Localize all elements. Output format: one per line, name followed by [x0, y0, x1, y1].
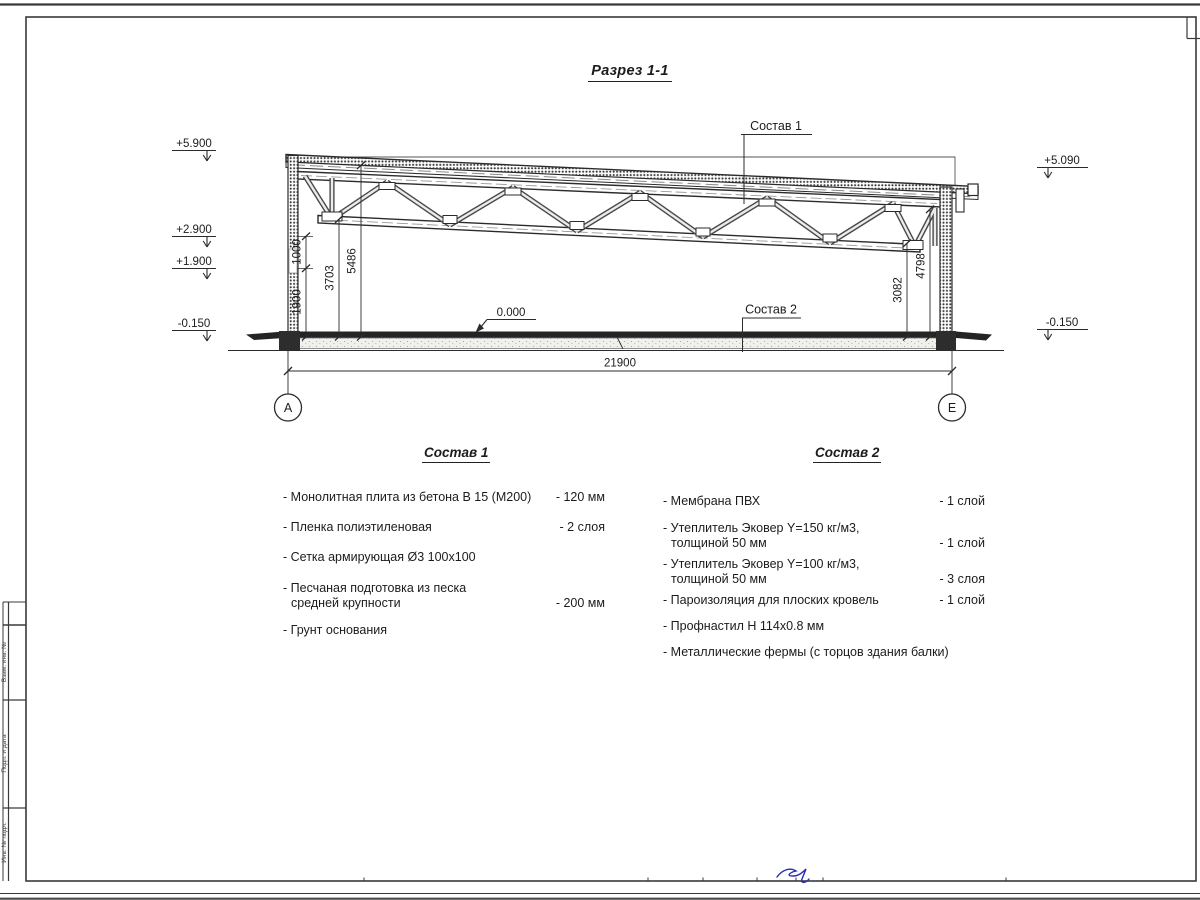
composition-2-list	[663, 437, 985, 677]
composition-2-title: Состав 2	[813, 445, 881, 463]
material-item: - Утеплитель Эковер Y=100 кг/м3, толщиной 50 мм - 3 слоя	[663, 557, 985, 586]
dim-3703	[325, 216, 344, 341]
svg-text:4798: 4798	[915, 253, 928, 279]
svg-text:3082: 3082	[892, 277, 905, 303]
svg-text:Е: Е	[947, 401, 957, 415]
svg-text:А: А	[283, 401, 293, 415]
dim-5486	[347, 162, 366, 341]
elevation-mark	[172, 224, 216, 247]
stamp-label-podp-data: Подп. и дата	[0, 734, 8, 773]
svg-text:-0.150: -0.150	[1045, 317, 1079, 329]
svg-text:1000: 1000	[291, 239, 304, 265]
composition-1-list	[283, 437, 605, 677]
roof-edge-cap	[968, 184, 978, 196]
material-item: - Металлические фермы (с торцов здания балки)	[663, 645, 949, 659]
elevation-mark	[1037, 155, 1088, 178]
svg-text:-0.150: -0.150	[177, 318, 211, 330]
svg-text:+5.090: +5.090	[1044, 155, 1080, 167]
composition-1-title: Состав 1	[422, 445, 490, 463]
svg-text:21900: 21900	[604, 357, 636, 370]
svg-text:Состав 1: Состав 1	[750, 119, 802, 133]
sheet-title: Разрез 1-1	[588, 63, 671, 82]
elevation-mark	[172, 318, 216, 341]
stamp-label-vzam-inv: Взам. инв. №	[0, 641, 8, 683]
svg-text:0.000: 0.000	[496, 307, 526, 319]
svg-text:+2.900: +2.900	[176, 224, 212, 236]
elevation-mark	[1037, 317, 1088, 340]
axis-bubble-a	[275, 394, 302, 421]
right-wall	[940, 187, 952, 337]
zero-level-mark	[476, 307, 537, 333]
elevation-mark	[172, 256, 216, 279]
material-item: - Песчаная подготовка из песка средней крупности - 200 мм	[283, 581, 605, 610]
sheet-title-wrap	[555, 62, 705, 82]
material-item: - Сетка армирующая Ø3 100х100	[283, 550, 476, 564]
svg-text:+1.900: +1.900	[176, 256, 212, 268]
axis-bubble-e	[939, 394, 966, 421]
material-item: - Утеплитель Эковер Y=150 кг/м3, толщиной 50 мм - 1 слой	[663, 521, 985, 550]
material-item: - Грунт основания	[283, 623, 388, 637]
svg-text:Состав 2: Состав 2	[745, 302, 797, 317]
svg-text:3703: 3703	[324, 265, 337, 291]
floor-slab	[228, 331, 1004, 351]
sand-bedding-layer	[298, 338, 940, 349]
foundation-left	[279, 331, 300, 350]
stamp-label-inv-podl: Инв. № подл.	[0, 822, 8, 863]
material-item: - Пароизоляция для плоских кровель - 1 слой	[663, 593, 985, 607]
roof-fascia	[956, 189, 964, 212]
svg-text:+5.900: +5.900	[176, 138, 212, 150]
foundation-right	[936, 331, 956, 350]
dim-3082	[893, 240, 912, 341]
svg-text:1900: 1900	[291, 289, 304, 315]
material-item: - Пленка полиэтиленовая - 2 слоя	[283, 520, 605, 534]
material-item: - Профнастил Н 114х0.8 мм	[663, 619, 825, 633]
elevation-mark	[172, 138, 216, 161]
material-item: - Монолитная плита из бетона В 15 (М200) - 120 мм	[283, 490, 605, 504]
svg-text:5486: 5486	[346, 248, 359, 274]
material-item: - Мембрана ПВХ - 1 слой	[663, 494, 985, 508]
